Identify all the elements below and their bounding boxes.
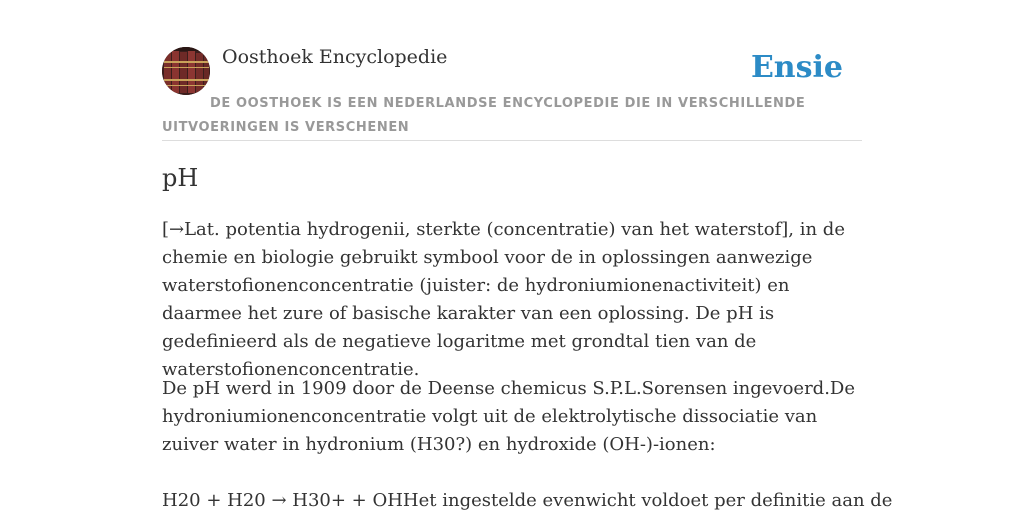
article-paragraph: [→Lat. potentia hydrogenii, sterkte (concentratie) van het waterstof], in de chemie en biologie gebruikt symbool voor de in oplossingen aanwezige waterstofionenconcentratie (juister: de hydroniumionenactiviteit) en daarmee het zure of basische karakter van een oplossing. De pH is gedefinieerd als de negatieve logaritme met grondtal tien van de waterstofionenconcentratie. (162, 219, 845, 380)
site-avatar[interactable] (162, 47, 210, 95)
article-title: pH (162, 164, 199, 192)
site-tagline: DE OOSTHOEK IS EEN NEDERLANDSE ENCYCLOPEDIE DIE IN VERSCHILLENDE UITVOERINGEN IS VERSCHENEN (162, 96, 806, 135)
article (162, 160, 893, 511)
article-paragraph: H20 + H20 → H30+ + OHHet ingestelde evenwicht voldoet per definitie aan de (162, 490, 893, 511)
site-title-link[interactable]: Oosthoek Encyclopedie (222, 46, 448, 68)
encyclopedia-books-icon (162, 47, 210, 95)
ensie-brand-link[interactable]: Ensie (750, 50, 843, 85)
article-paragraph: De pH werd in 1909 door de Deense chemicus S.P.L.Sorensen ingevoerd.De hydroniumionenconcentratie volgt uit de elektrolytische dissociatie van zuiver water in hydronium (H30?) en hydroxide (OH-)-ionen: (162, 378, 856, 455)
site-header (162, 44, 862, 141)
